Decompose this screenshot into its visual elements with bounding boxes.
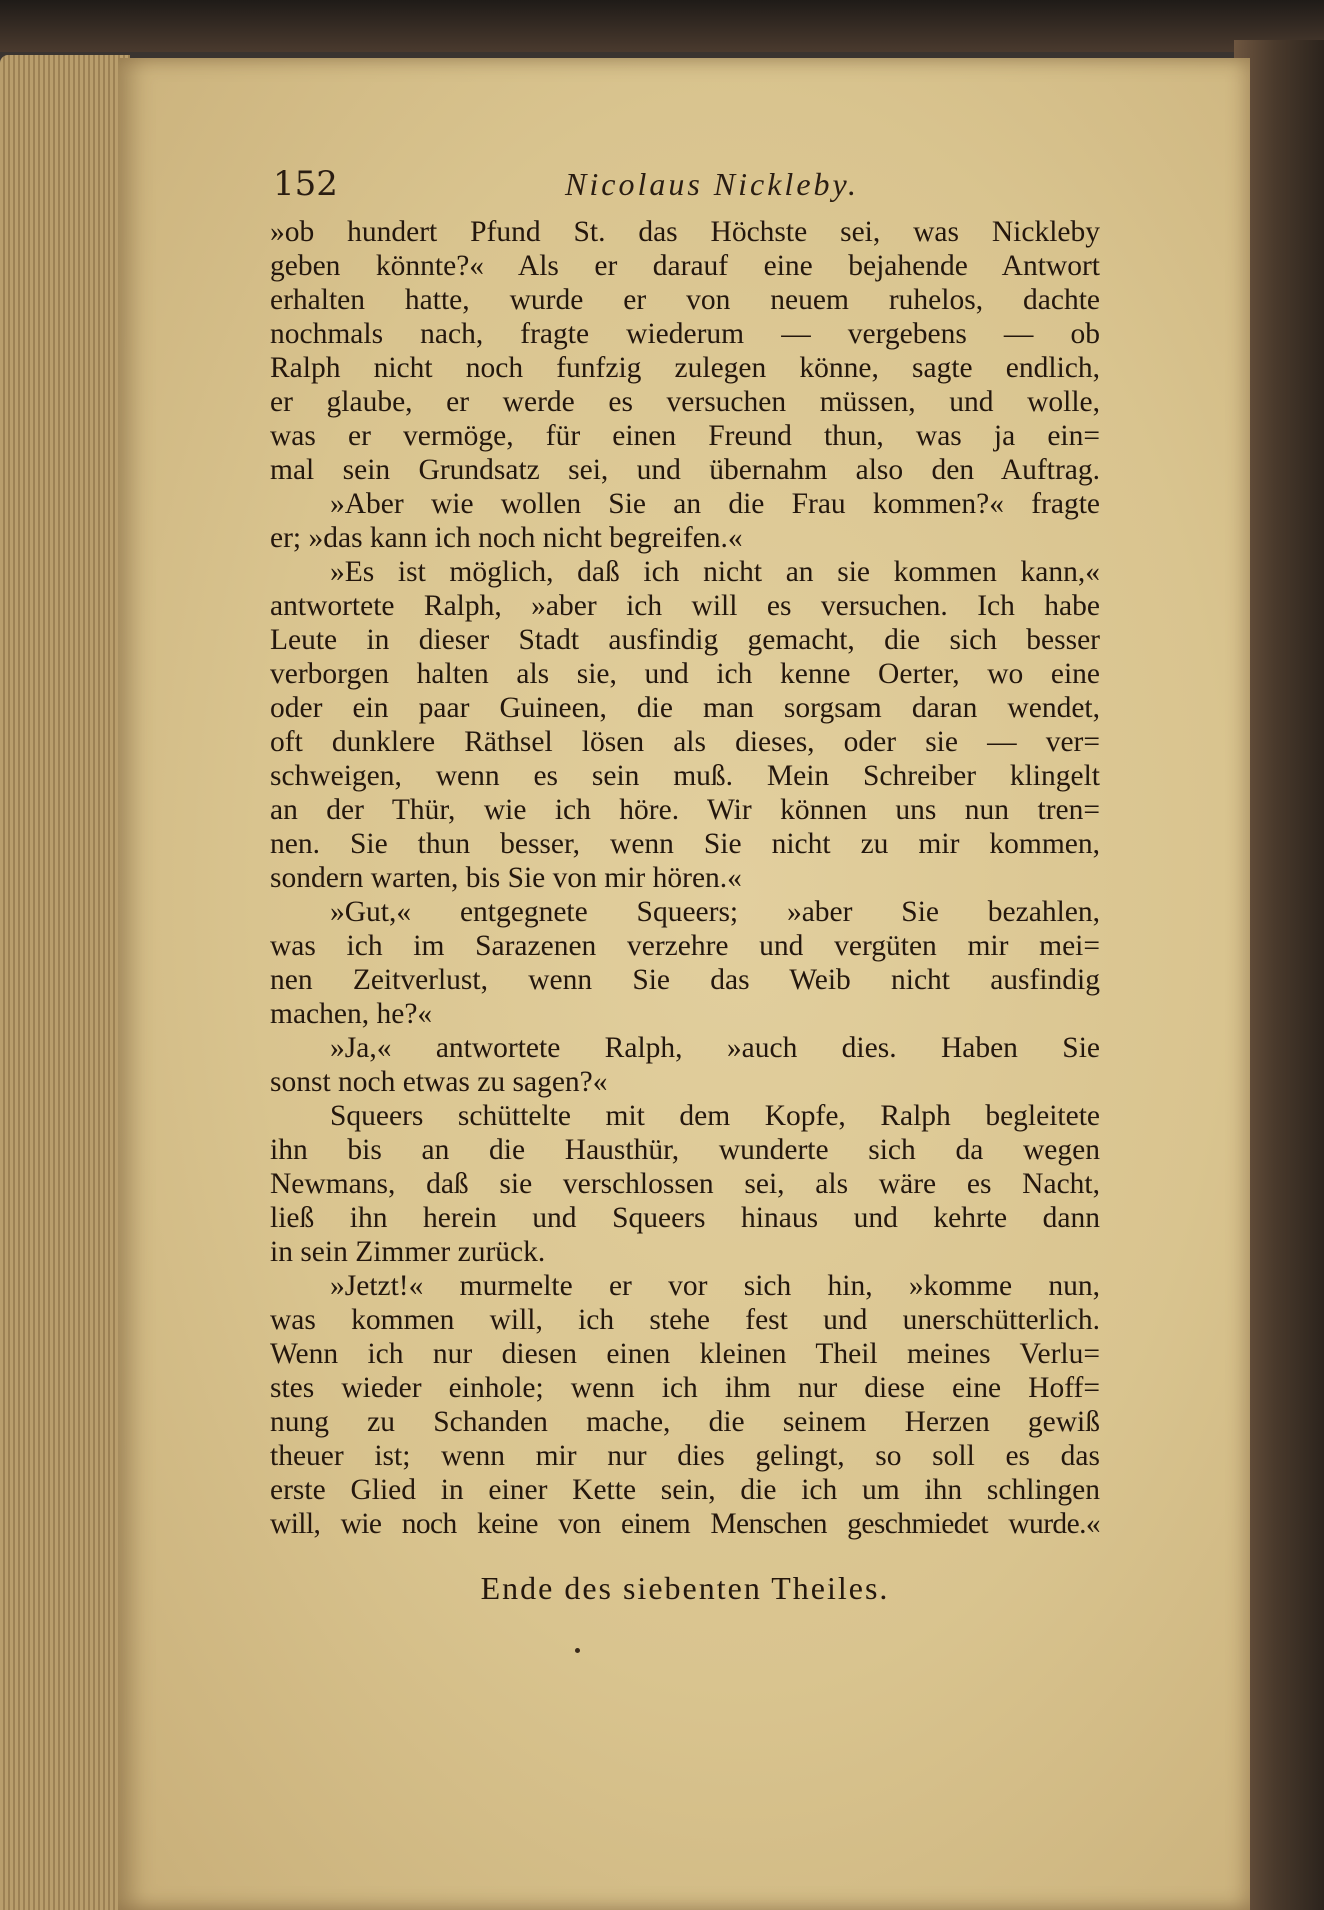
text-line: verborgen halten als sie, und ich kenne Oerter, wo eine — [270, 658, 1100, 690]
text-line: nen Zeitverlust, wenn Sie das Weib nicht ausfindig — [270, 964, 1100, 996]
text-line: was kommen will, ich stehe fest und unerschütterlich. — [270, 1304, 1100, 1336]
text-line: machen, he?« — [270, 998, 433, 1030]
text-line: »Ja,« antwortete Ralph, »auch dies. Haben Sie — [330, 1032, 1100, 1064]
text-line: »Aber wie wollen Sie an die Frau kommen?« fragte — [330, 488, 1100, 520]
text-line: nochmals nach, fragte wiederum — vergebens — ob — [270, 318, 1100, 350]
text-line: Ralph nicht noch funfzig zulegen könne, sagte endlich, — [270, 352, 1100, 384]
book-title: Nicolaus Nickleby. — [565, 166, 859, 202]
text-line: schweigen, wenn es sein muß. Mein Schreiber klingelt — [270, 760, 1100, 792]
text-line: will, wie noch keine von einem Menschen geschmiedet wurde.« — [270, 1508, 1100, 1540]
text-line: Leute in dieser Stadt ausfindig gemacht, die sich besser — [270, 624, 1100, 656]
text-line: »Es ist möglich, daß ich nicht an sie kommen kann,« — [330, 556, 1100, 588]
text-line: oft dunklere Räthsel lösen als dieses, oder sie — ver= — [270, 726, 1100, 758]
ink-speck — [575, 1648, 580, 1653]
text-line: in sein Zimmer zurück. — [270, 1236, 546, 1268]
text-line: oder ein paar Guineen, die man sorgsam daran wendet, — [270, 692, 1100, 724]
page-number: 152 — [273, 164, 338, 204]
text-line: theuer ist; wenn mir nur dies gelingt, so soll es das — [270, 1440, 1100, 1472]
text-line: sonst noch etwas zu sagen?« — [270, 1066, 608, 1098]
text-line: an der Thür, wie ich höre. Wir können uns nun tren= — [270, 794, 1100, 826]
text-line: sondern warten, bis Sie von mir hören.« — [270, 862, 742, 894]
text-line: stes wieder einhole; wenn ich ihm nur diese eine Hoff= — [270, 1372, 1100, 1404]
text-line: geben könnte?« Als er darauf eine bejahende Antwort — [270, 250, 1100, 282]
text-line: Wenn ich nur diesen einen kleinen Theil meines Verlu= — [270, 1338, 1100, 1370]
text-line: »ob hundert Pfund St. das Höchste sei, was Nickleby — [270, 216, 1100, 248]
text-line: »Gut,« entgegnete Squeers; »aber Sie bezahlen, — [330, 896, 1100, 928]
text-line: nung zu Schanden mache, die seinem Herzen gewiß — [270, 1406, 1100, 1438]
text-line: erhalten hatte, wurde er von neuem ruhelos, dachte — [270, 284, 1100, 316]
text-line: er; »das kann ich noch nicht begreifen.« — [270, 522, 743, 554]
text-line: nen. Sie thun besser, wenn Sie nicht zu mir kommen, — [270, 828, 1100, 860]
text-line: was er vermöge, für einen Freund thun, was ja ein= — [270, 420, 1100, 452]
text-line: ihn bis an die Hausthür, wunderte sich da wegen — [270, 1134, 1100, 1166]
book-cover-top-edge — [0, 0, 1324, 52]
text-line: »Jetzt!« murmelte er vor sich hin, »komme nun, — [330, 1270, 1100, 1302]
text-line: Newmans, daß sie verschlossen sei, als wäre es Nacht, — [270, 1168, 1100, 1200]
running-head — [155, 150, 1105, 210]
page-stack-edges — [0, 55, 130, 1910]
volume-end-line: Ende des siebenten Theiles. — [480, 1570, 890, 1606]
text-line: er glaube, er werde es versuchen müssen, und wolle, — [270, 386, 1100, 418]
text-line: ließ ihn herein und Squeers hinaus und kehrte dann — [270, 1202, 1100, 1234]
text-line: antwortete Ralph, »aber ich will es versuchen. Ich habe — [270, 590, 1100, 622]
text-line: was ich im Sarazenen verzehre und vergüten mir mei= — [270, 930, 1100, 962]
body-text — [270, 215, 1100, 1541]
text-line: mal sein Grundsatz sei, und übernahm also den Auftrag. — [270, 454, 1100, 486]
text-line: erste Glied in einer Kette sein, die ich um ihn schlingen — [270, 1474, 1100, 1506]
text-line: Squeers schüttelte mit dem Kopfe, Ralph begleitete — [330, 1100, 1100, 1132]
